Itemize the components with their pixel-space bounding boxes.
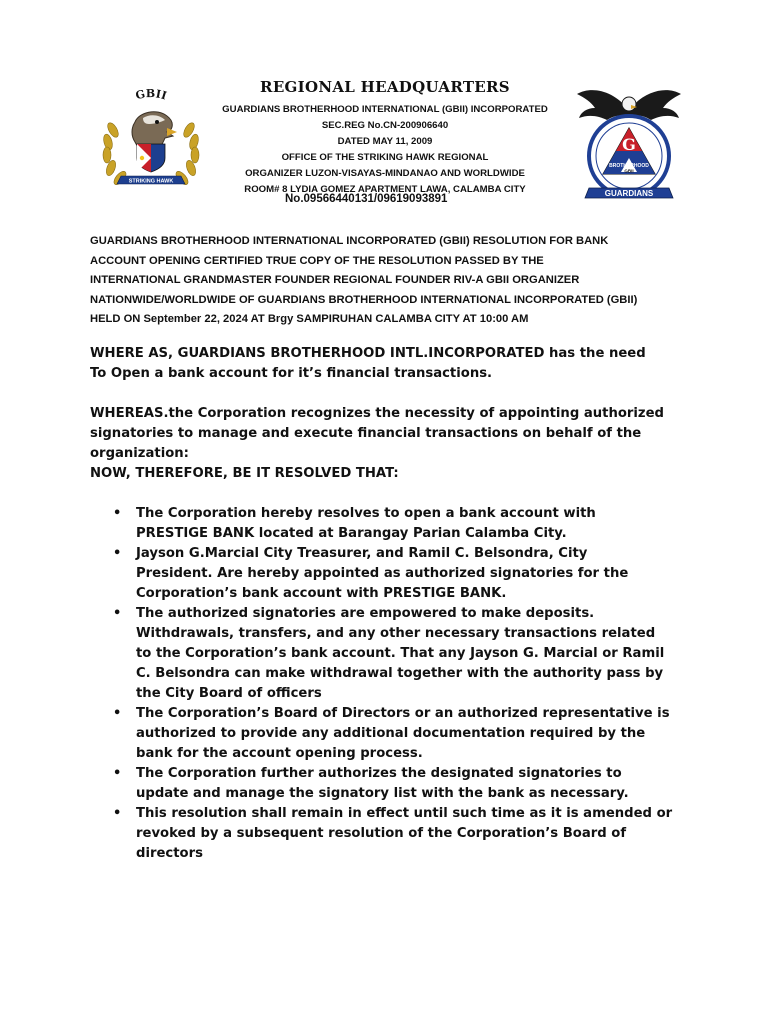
list-item-line: • Jayson G.Marcial City Treasurer, and Ramil C. Belsondra, City xyxy=(136,546,588,561)
list-item-line: • The authorized signatories are empowered to make deposits. xyxy=(136,606,595,621)
paragraph-line: WHERE AS, GUARDIANS BROTHERHOOD INTL.INCORPORATED has the need xyxy=(90,346,646,361)
list-item xyxy=(113,764,693,804)
paragraph-line: To Open a bank account for it’s financial transactions. xyxy=(90,366,493,381)
list-item-line: C. Belsondra can make withdrawal together with the authority pass by xyxy=(136,666,664,681)
list-item-line: revoked by a subsequent resolution of the Corporation’s Board of xyxy=(136,826,627,841)
header-line-dated: DATED MAY 11, 2009 xyxy=(337,136,433,147)
gbii-striking-hawk-logo xyxy=(95,78,207,196)
intro-line: NATIONWIDE/WORLDWIDE OF GUARDIANS BROTHERHOOD INTERNATIONAL INCORPORATED (GBII) xyxy=(90,293,638,306)
paragraph-line: WHEREAS.the Corporation recognizes the necessity of appointing authorized xyxy=(90,406,664,421)
list-item-line: directors xyxy=(136,846,203,861)
list-item xyxy=(113,704,693,764)
logo-right-banner-text: GUARDIANS xyxy=(604,189,654,198)
resolved-heading: NOW, THEREFORE, BE IT RESOLVED THAT: xyxy=(90,466,399,481)
list-item-line: the City Board of officers xyxy=(136,686,322,701)
header-line-address: ROOM# 8 LYDIA GOMEZ APARTMENT LAWA, CALAMBA CITY xyxy=(244,184,526,195)
resolution-list xyxy=(113,504,693,864)
logo-right-inner-text: BROTHERHOOD xyxy=(609,163,649,169)
intro-line: INTERNATIONAL GRANDMASTER FOUNDER REGIONAL FOUNDER RIV-A GBII ORGANIZER xyxy=(90,274,580,286)
list-item-line: to the Corporation’s bank account. That any Jayson G. Marcial or Ramil xyxy=(136,646,665,661)
list-item-line: PRESTIGE BANK located at Barangay Parian Calamba City. xyxy=(136,526,567,541)
list-item-line: • The Corporation’s Board of Directors or an authorized representative is xyxy=(136,706,670,721)
logo-right-sub-text: GBII xyxy=(624,168,634,174)
logo-left-top-textpath: GBII xyxy=(134,87,169,103)
paragraph-line: organization: xyxy=(90,446,189,461)
header-line-office: OFFICE OF THE STRIKING HAWK REGIONAL xyxy=(281,152,489,163)
letterhead xyxy=(205,78,565,198)
list-item-line: Withdrawals, transfers, and any other necessary transactions related xyxy=(136,626,656,641)
intro-line: GUARDIANS BROTHERHOOD INTERNATIONAL INCORPORATED (GBII) RESOLUTION FOR BANK xyxy=(90,235,609,247)
whereas-paragraph-2 xyxy=(90,404,690,464)
list-item-line: • The Corporation further authorizes the designated signatories to xyxy=(136,766,622,781)
whereas-paragraph-1 xyxy=(90,344,690,384)
paragraph-line: signatories to manage and execute financial transactions on behalf of the xyxy=(90,426,642,441)
list-item xyxy=(113,504,693,544)
header-line-company: GUARDIANS BROTHERHOOD INTERNATIONAL (GBII) INCORPORATED xyxy=(222,104,548,115)
list-item-line: authorized to provide any additional documentation required by the xyxy=(136,726,646,741)
resolution-intro xyxy=(90,232,690,330)
intro-line: HELD ON September 22, 2024 AT Brgy SAMPIRUHAN CALAMBA CITY AT 10:00 AM xyxy=(90,313,529,325)
list-item xyxy=(113,544,693,604)
logo-left-top-text xyxy=(134,87,168,102)
header-line-secreg: SEC.REG No.CN-200906640 xyxy=(321,120,449,131)
list-item xyxy=(113,604,693,704)
list-item-line: bank for the account opening process. xyxy=(136,746,423,761)
list-item-line: • The Corporation hereby resolves to open a bank account with xyxy=(136,506,596,521)
logo-right-center-letter: G xyxy=(622,135,636,154)
list-item xyxy=(113,804,693,864)
intro-line: ACCOUNT OPENING CERTIFIED TRUE COPY OF THE RESOLUTION PASSED BY THE xyxy=(90,254,544,267)
header-line-organizer: ORGANIZER LUZON-VISAYAS-MINDANAO AND WORLDWIDE xyxy=(245,168,525,179)
header-phone: No.09566440131/09619093891 xyxy=(285,193,448,205)
list-item-line: • This resolution shall remain in effect until such time as it is amended or xyxy=(136,806,673,821)
list-item-line: Corporation’s bank account with PRESTIGE BANK. xyxy=(136,586,507,601)
page-title: REGIONAL HEADQUARTERS xyxy=(260,78,510,96)
list-item-line: President. Are hereby appointed as authorized signatories for the xyxy=(136,566,629,581)
guardians-seal-logo xyxy=(573,80,685,208)
list-item-line: update and manage the signatory list with the bank as necessary. xyxy=(136,786,629,801)
logo-left-ribbon-text: STRIKING HAWK xyxy=(128,178,174,185)
